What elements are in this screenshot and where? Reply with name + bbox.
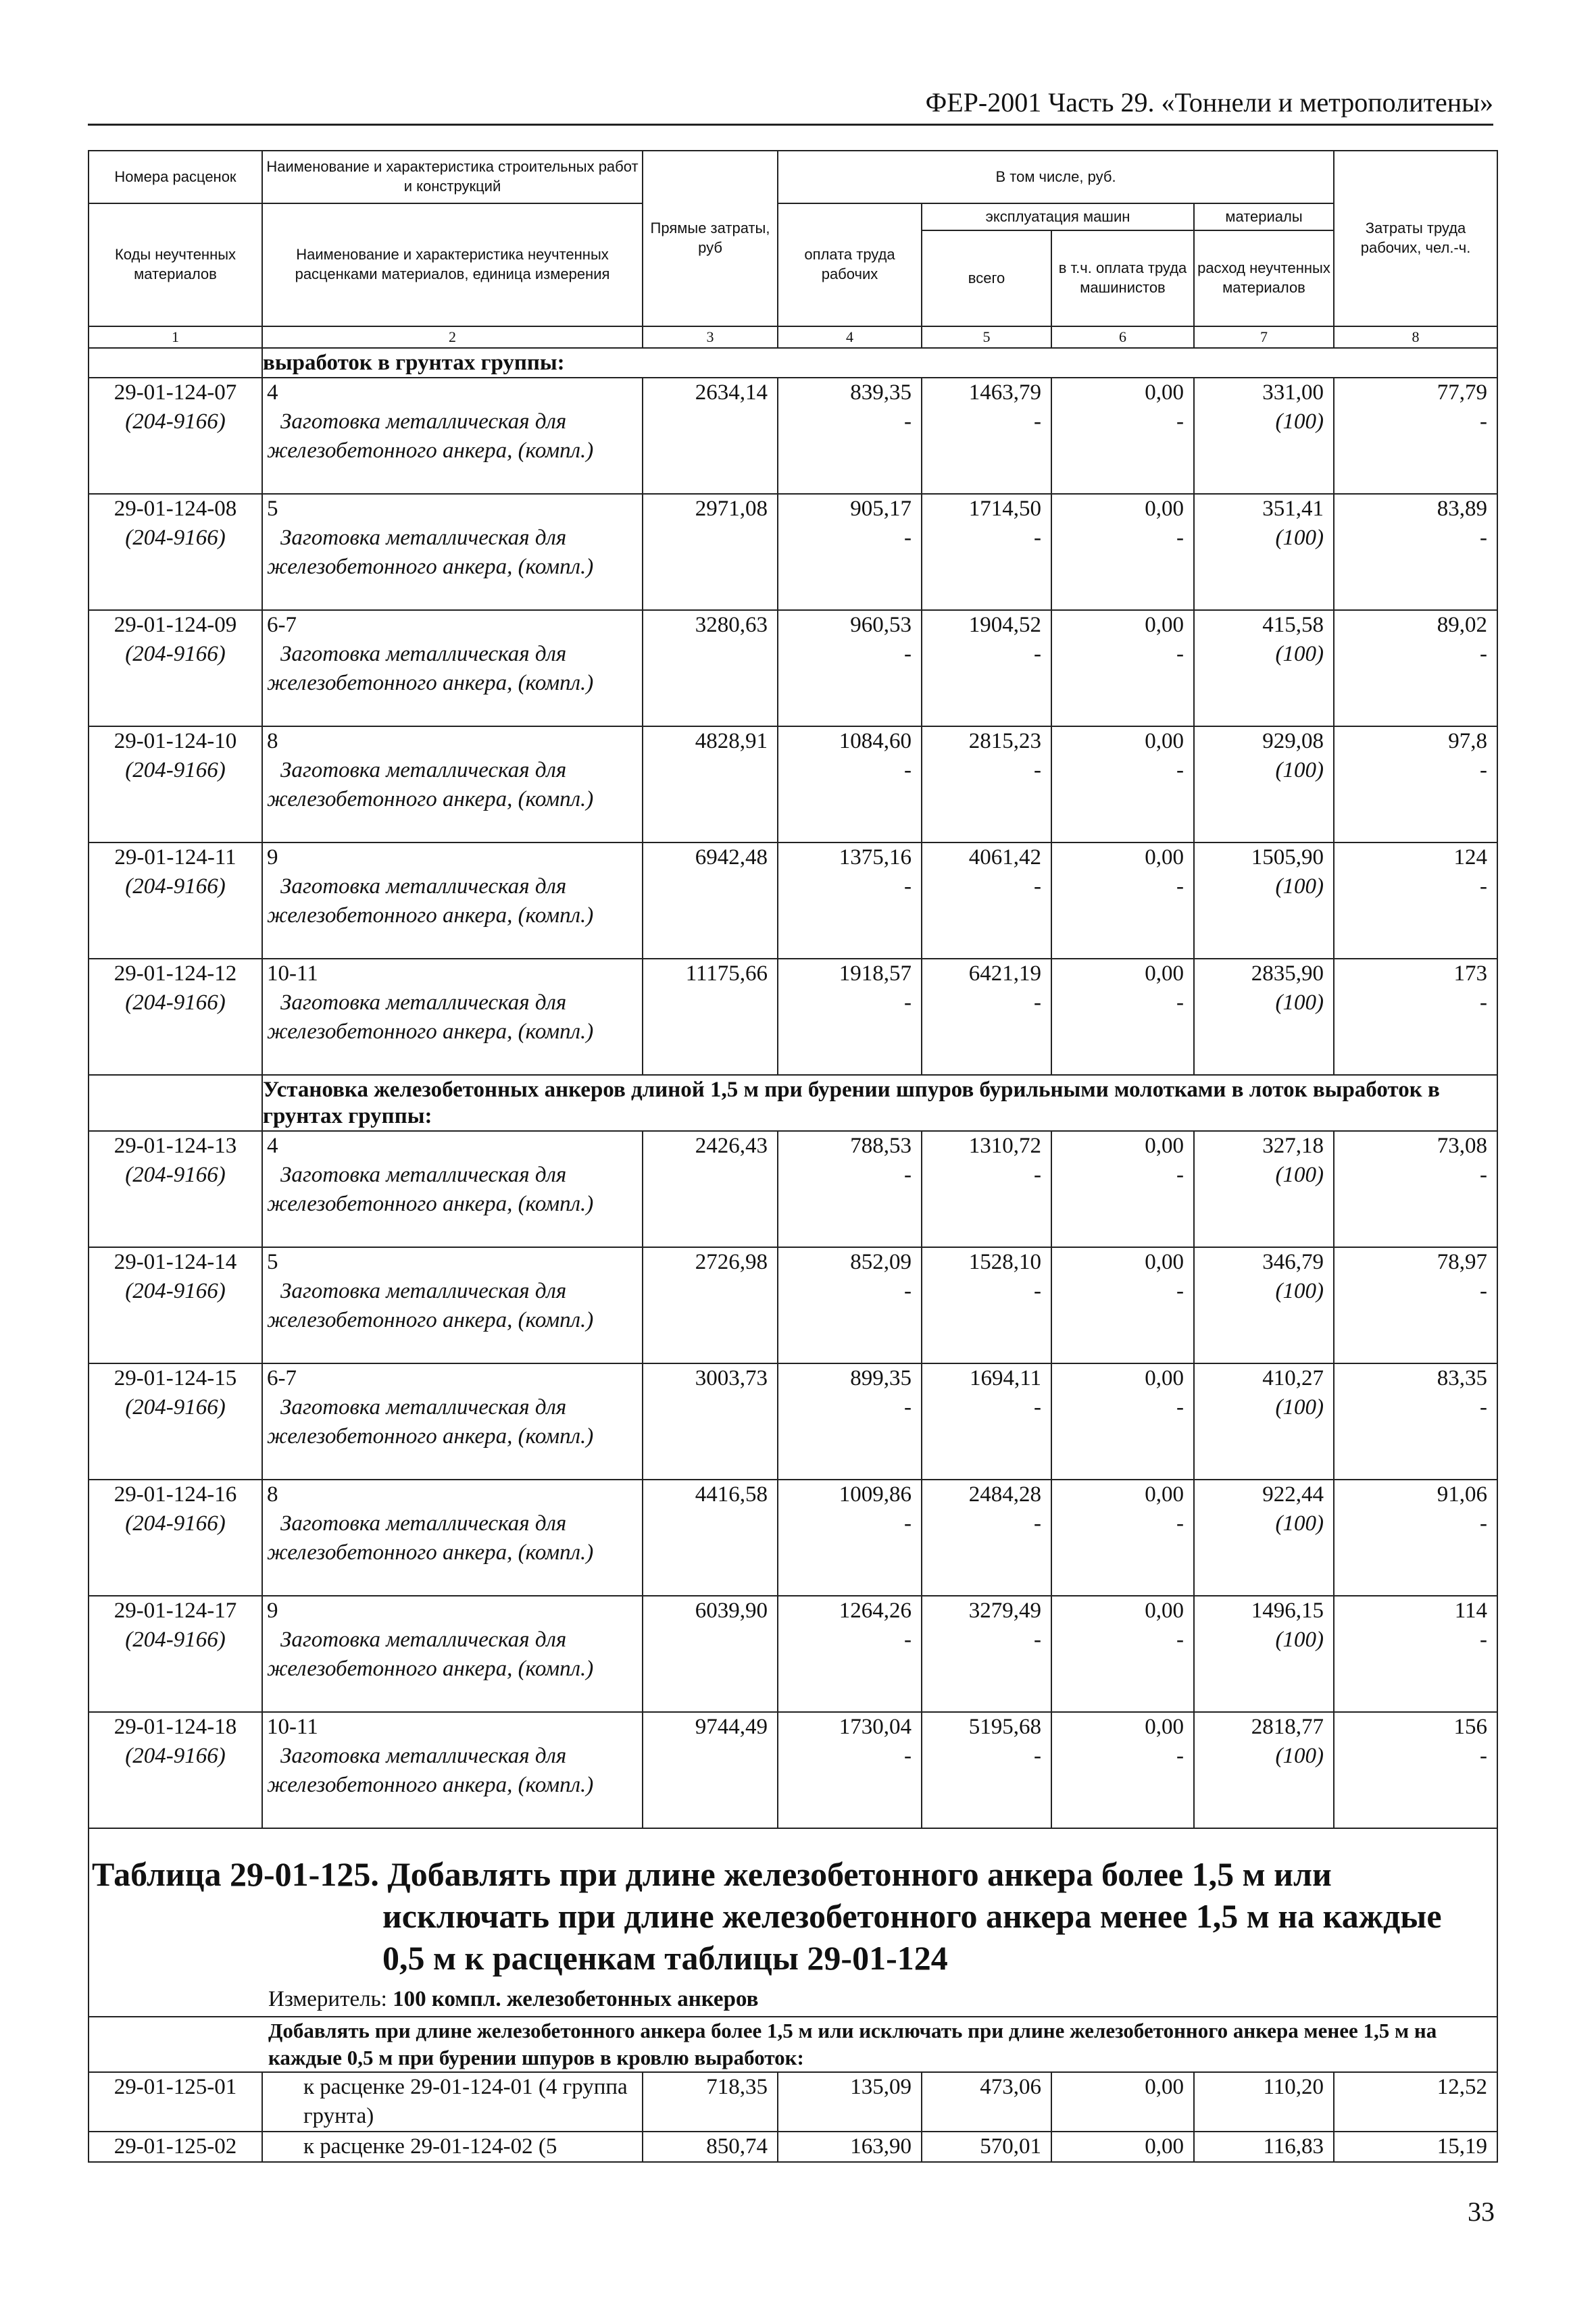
rate-code: 29-01-124-12	[114, 961, 237, 986]
material-name: Заготовка металлическая для	[280, 874, 567, 899]
labor-hours: 78,97 -	[1334, 1247, 1497, 1363]
labor-hours: 15,19	[1334, 2132, 1497, 2162]
rate-name-cell	[262, 1480, 643, 1596]
rate-code: 29-01-124-07	[114, 380, 237, 405]
material-code: (204-9166)	[125, 874, 226, 899]
material-cost: 327,18 (100)	[1194, 1131, 1334, 1247]
rate-code-cell	[89, 1247, 262, 1363]
driver-cost: 0,00 -	[1051, 610, 1194, 726]
page-number: 33	[1468, 2196, 1495, 2227]
material-cost: 1505,90 (100)	[1194, 842, 1334, 959]
rate-name-cell	[262, 1712, 643, 1828]
section-row	[89, 1075, 1497, 1131]
material-code: (204-9166)	[125, 990, 226, 1015]
soil-group: 6-7	[267, 1365, 297, 1390]
material-cost: 331,00 (100)	[1194, 378, 1334, 494]
rate-row	[89, 1596, 1497, 1712]
machine-cost: 1463,79 -	[922, 378, 1051, 494]
labor-hours: 83,89 -	[1334, 494, 1497, 610]
rate-code: 29-01-125-01	[89, 2072, 262, 2132]
labor-cost: 1730,04 -	[778, 1712, 922, 1828]
soil-group: 5	[267, 496, 278, 521]
driver-cost: 0,00 -	[1051, 1247, 1194, 1363]
rate-code: 29-01-124-13	[114, 1133, 237, 1158]
driver-cost: 0,00 -	[1051, 1363, 1194, 1480]
table-125-title-1: Таблица 29-01-125. Добавлять при длине железобетонного анкера более 1,5 м или	[92, 1855, 1332, 1893]
material-cost: 2835,90 (100)	[1194, 959, 1334, 1075]
labor-cost: 1264,26 -	[778, 1596, 922, 1712]
rate-row	[89, 1712, 1497, 1828]
soil-group: 9	[267, 845, 278, 870]
column-numbers-row	[89, 326, 1497, 348]
rate-name-cell	[262, 726, 643, 842]
labor-hours: 89,02 -	[1334, 610, 1497, 726]
material-name-cont: железобетонного анкера, (компл.)	[267, 554, 594, 579]
labor-hours: 12,52	[1334, 2072, 1497, 2132]
material-name-cont: железобетонного анкера, (компл.)	[267, 438, 594, 463]
rate-row	[89, 726, 1497, 842]
driver-cost: 0,00 -	[1051, 494, 1194, 610]
driver-cost: 0,00	[1051, 2072, 1194, 2132]
head-row-1	[89, 151, 1497, 203]
material-code: (204-9166)	[125, 525, 226, 550]
head-row-2	[89, 203, 1497, 230]
rate-code: 29-01-124-15	[114, 1365, 237, 1390]
rate-code-cell	[89, 1131, 262, 1247]
material-code: (204-9166)	[125, 641, 226, 666]
meter-value: 100 компл. железобетонных анкеров	[393, 1986, 759, 2011]
rate-code-cell	[89, 959, 262, 1075]
driver-cost: 0,00 -	[1051, 378, 1194, 494]
rate-code: 29-01-124-16	[114, 1482, 237, 1507]
rate-row	[89, 959, 1497, 1075]
table-125-title-row	[89, 1828, 1497, 1979]
driver-cost: 0,00 -	[1051, 1480, 1194, 1596]
direct-cost: 3003,73	[643, 1363, 778, 1480]
driver-cost: 0,00 -	[1051, 726, 1194, 842]
colnum: 7	[1194, 326, 1334, 348]
rate-code: 29-01-125-02	[89, 2132, 262, 2162]
head-incl: В том числе, руб.	[778, 151, 1334, 203]
labor-cost: 1375,16 -	[778, 842, 922, 959]
head-col2-top: Наименование и характеристика строительных работ и конструкций	[262, 151, 643, 203]
rate-row	[89, 1247, 1497, 1363]
machine-cost: 1694,11 -	[922, 1363, 1051, 1480]
head-machines: эксплуатация машин	[922, 203, 1194, 230]
rate-name-cell	[262, 378, 643, 494]
head-col1-bottom: Коды неучтенных материалов	[89, 203, 262, 326]
meter-row	[89, 1979, 1497, 2017]
labor-cost: 135,09	[778, 2072, 922, 2132]
rate-row	[89, 2132, 1497, 2162]
rate-code-cell	[89, 1363, 262, 1480]
material-code: (204-9166)	[125, 757, 226, 782]
material-cost: 922,44 (100)	[1194, 1480, 1334, 1596]
direct-cost: 850,74	[643, 2132, 778, 2162]
material-name-cont: железобетонного анкера, (компл.)	[267, 1191, 594, 1216]
labor-hours: 124 -	[1334, 842, 1497, 959]
material-code: (204-9166)	[125, 1627, 226, 1652]
direct-cost: 4416,58	[643, 1480, 778, 1596]
soil-group: 9	[267, 1598, 278, 1623]
material-name: Заготовка металлическая для	[280, 1743, 567, 1768]
head-col1-top: Номера расценок	[89, 151, 262, 203]
labor-cost: 839,35 -	[778, 378, 922, 494]
machine-cost: 1714,50 -	[922, 494, 1051, 610]
material-cost: 110,20	[1194, 2072, 1334, 2132]
direct-cost: 718,35	[643, 2072, 778, 2132]
material-name: Заготовка металлическая для	[280, 641, 567, 666]
soil-group: 10-11	[267, 1714, 318, 1739]
rate-code-cell	[89, 610, 262, 726]
machine-cost: 2815,23 -	[922, 726, 1051, 842]
rate-row	[89, 610, 1497, 726]
labor-hours: 97,8 -	[1334, 726, 1497, 842]
direct-cost: 6942,48	[643, 842, 778, 959]
table-125-title-2: исключать при длине железобетонного анкера менее 1,5 м на каждые	[382, 1896, 1442, 1935]
material-cost: 929,08 (100)	[1194, 726, 1334, 842]
soil-group: 6-7	[267, 612, 297, 637]
material-name: Заготовка металлическая для	[280, 1278, 567, 1303]
colnum: 6	[1051, 326, 1194, 348]
rate-code: 29-01-124-11	[114, 845, 236, 870]
rate-row	[89, 494, 1497, 610]
head-col4: оплата труда рабочих	[778, 203, 922, 326]
rate-code: 29-01-124-08	[114, 496, 237, 521]
rate-code-cell	[89, 842, 262, 959]
colnum: 2	[262, 326, 643, 348]
rate-code-cell	[89, 378, 262, 494]
material-cost: 346,79 (100)	[1194, 1247, 1334, 1363]
rate-row	[89, 842, 1497, 959]
section-2-title: Установка железобетонных анкеров длиной 1,5 м при бурении шпуров бурильными молотками в лоток выработок в грунтах группы:	[262, 1075, 1497, 1131]
material-name-cont: железобетонного анкера, (компл.)	[267, 786, 594, 811]
section-row	[89, 348, 1497, 378]
rate-row	[89, 2072, 1497, 2132]
material-name: Заготовка металлическая для	[280, 409, 567, 434]
material-code: (204-9166)	[125, 1743, 226, 1768]
labor-cost: 960,53 -	[778, 610, 922, 726]
material-name: Заготовка металлическая для	[280, 1627, 567, 1652]
material-name: Заготовка металлическая для	[280, 525, 567, 550]
soil-group: 10-11	[267, 961, 318, 986]
rate-row	[89, 1131, 1497, 1247]
material-name-cont: железобетонного анкера, (компл.)	[267, 1772, 594, 1797]
labor-hours: 114 -	[1334, 1596, 1497, 1712]
rate-name-cell	[262, 1363, 643, 1480]
material-name: Заготовка металлическая для	[280, 1511, 567, 1536]
material-code: (204-9166)	[125, 1278, 226, 1303]
labor-cost: 1009,86 -	[778, 1480, 922, 1596]
rate-code-cell	[89, 1712, 262, 1828]
labor-cost: 788,53 -	[778, 1131, 922, 1247]
soil-group: 5	[267, 1249, 278, 1274]
soil-group: 8	[267, 728, 278, 753]
rate-code-cell	[89, 494, 262, 610]
direct-cost: 6039,90	[643, 1596, 778, 1712]
machine-cost: 6421,19 -	[922, 959, 1051, 1075]
head-col6: в т.ч. оплата труда машинистов	[1051, 230, 1194, 326]
labor-hours: 77,79 -	[1334, 378, 1497, 494]
machine-cost: 473,06	[922, 2072, 1051, 2132]
rate-row	[89, 378, 1497, 494]
direct-cost: 9744,49	[643, 1712, 778, 1828]
material-code: (204-9166)	[125, 1394, 226, 1419]
direct-cost: 2726,98	[643, 1247, 778, 1363]
rate-name: к расценке 29-01-124-01 (4 группа грунта)	[262, 2072, 643, 2132]
driver-cost: 0,00	[1051, 2132, 1194, 2162]
machine-cost: 1310,72 -	[922, 1131, 1051, 1247]
material-name-cont: железобетонного анкера, (компл.)	[267, 1540, 594, 1565]
rate-code: 29-01-124-18	[114, 1714, 237, 1739]
labor-cost: 163,90	[778, 2132, 922, 2162]
material-cost: 116,83	[1194, 2132, 1334, 2162]
labor-hours: 73,08 -	[1334, 1131, 1497, 1247]
colnum: 5	[922, 326, 1051, 348]
material-code: (204-9166)	[125, 1162, 226, 1187]
material-name-cont: железобетонного анкера, (компл.)	[267, 903, 594, 928]
rate-row	[89, 1363, 1497, 1480]
labor-cost: 852,09 -	[778, 1247, 922, 1363]
head-col7: расход неучтенных материалов	[1194, 230, 1334, 326]
material-cost: 351,41 (100)	[1194, 494, 1334, 610]
material-name: Заготовка металлическая для	[280, 1162, 567, 1187]
material-name: Заготовка металлическая для	[280, 757, 567, 782]
material-name-cont: железобетонного анкера, (компл.)	[267, 670, 594, 695]
rates-table	[88, 150, 1498, 2163]
meter-label: Измеритель:	[268, 1986, 387, 2011]
direct-cost: 2426,43	[643, 1131, 778, 1247]
colnum: 3	[643, 326, 778, 348]
head-col3: Прямые затраты, руб	[643, 151, 778, 326]
machine-cost: 4061,42 -	[922, 842, 1051, 959]
colnum: 8	[1334, 326, 1497, 348]
direct-cost: 3280,63	[643, 610, 778, 726]
labor-cost: 905,17 -	[778, 494, 922, 610]
rate-name-cell	[262, 494, 643, 610]
soil-group: 4	[267, 380, 278, 405]
driver-cost: 0,00 -	[1051, 1596, 1194, 1712]
labor-cost: 1084,60 -	[778, 726, 922, 842]
table-125-title-3: 0,5 м к расценкам таблицы 29-01-124	[382, 1938, 948, 1977]
material-cost: 415,58 (100)	[1194, 610, 1334, 726]
machine-cost: 2484,28 -	[922, 1480, 1051, 1596]
material-code: (204-9166)	[125, 1511, 226, 1536]
labor-hours: 156 -	[1334, 1712, 1497, 1828]
material-cost: 1496,15 (100)	[1194, 1596, 1334, 1712]
material-code: (204-9166)	[125, 409, 226, 434]
soil-group: 4	[267, 1133, 278, 1158]
machine-cost: 5195,68 -	[922, 1712, 1051, 1828]
material-name-cont: железобетонного анкера, (компл.)	[267, 1656, 594, 1681]
rate-code: 29-01-124-10	[114, 728, 237, 753]
machine-cost: 1904,52 -	[922, 610, 1051, 726]
machine-cost: 3279,49 -	[922, 1596, 1051, 1712]
rate-code: 29-01-124-14	[114, 1249, 237, 1274]
labor-cost: 1918,57 -	[778, 959, 922, 1075]
material-name-cont: железобетонного анкера, (компл.)	[267, 1019, 594, 1044]
driver-cost: 0,00 -	[1051, 1131, 1194, 1247]
section-row	[89, 2017, 1497, 2072]
page-header: ФЕР-2001 Часть 29. «Тоннели и метрополитены»	[88, 86, 1493, 126]
material-name: Заготовка металлическая для	[280, 1394, 567, 1419]
direct-cost: 2634,14	[643, 378, 778, 494]
colnum: 4	[778, 326, 922, 348]
rate-row	[89, 1480, 1497, 1596]
machine-cost: 1528,10 -	[922, 1247, 1051, 1363]
colnum: 1	[89, 326, 262, 348]
labor-hours: 173 -	[1334, 959, 1497, 1075]
material-cost: 2818,77 (100)	[1194, 1712, 1334, 1828]
material-name-cont: железобетонного анкера, (компл.)	[267, 1424, 594, 1449]
head-col2-bottom: Наименование и характеристика неучтенных расценками материалов, единица измерения	[262, 203, 643, 326]
rate-code: 29-01-124-17	[114, 1598, 237, 1623]
labor-cost: 899,35 -	[778, 1363, 922, 1480]
driver-cost: 0,00 -	[1051, 842, 1194, 959]
rate-name-cell	[262, 1131, 643, 1247]
rate-code: 29-01-124-09	[114, 612, 237, 637]
machine-cost: 570,01	[922, 2132, 1051, 2162]
direct-cost: 11175,66	[643, 959, 778, 1075]
table-125-section-title: Добавлять при длине железобетонного анкера более 1,5 м или исключать при длине железобетонного анкера менее 1,5 м на каждые 0,5 м при бурении шпуров в кровлю выработок:	[89, 2017, 1497, 2072]
rate-name-cell	[262, 842, 643, 959]
direct-cost: 2971,08	[643, 494, 778, 610]
rate-code-cell	[89, 726, 262, 842]
rate-name-cell	[262, 610, 643, 726]
rate-name-cell	[262, 1596, 643, 1712]
material-name-cont: железобетонного анкера, (компл.)	[267, 1307, 594, 1332]
rate-code-cell	[89, 1596, 262, 1712]
head-col8: Затраты труда рабочих, чел.-ч.	[1334, 151, 1497, 326]
material-cost: 410,27 (100)	[1194, 1363, 1334, 1480]
labor-hours: 91,06 -	[1334, 1480, 1497, 1596]
section-1-tail: выработок в грунтах группы:	[262, 348, 1497, 378]
driver-cost: 0,00 -	[1051, 959, 1194, 1075]
head-col5: всего	[922, 230, 1051, 326]
head-materials: материалы	[1194, 203, 1334, 230]
rate-name-cell	[262, 959, 643, 1075]
rate-code-cell	[89, 1480, 262, 1596]
direct-cost: 4828,91	[643, 726, 778, 842]
rate-name: к расценке 29-01-124-02 (5	[262, 2132, 643, 2162]
driver-cost: 0,00 -	[1051, 1712, 1194, 1828]
labor-hours: 83,35 -	[1334, 1363, 1497, 1480]
soil-group: 8	[267, 1482, 278, 1507]
material-name: Заготовка металлическая для	[280, 990, 567, 1015]
rate-name-cell	[262, 1247, 643, 1363]
